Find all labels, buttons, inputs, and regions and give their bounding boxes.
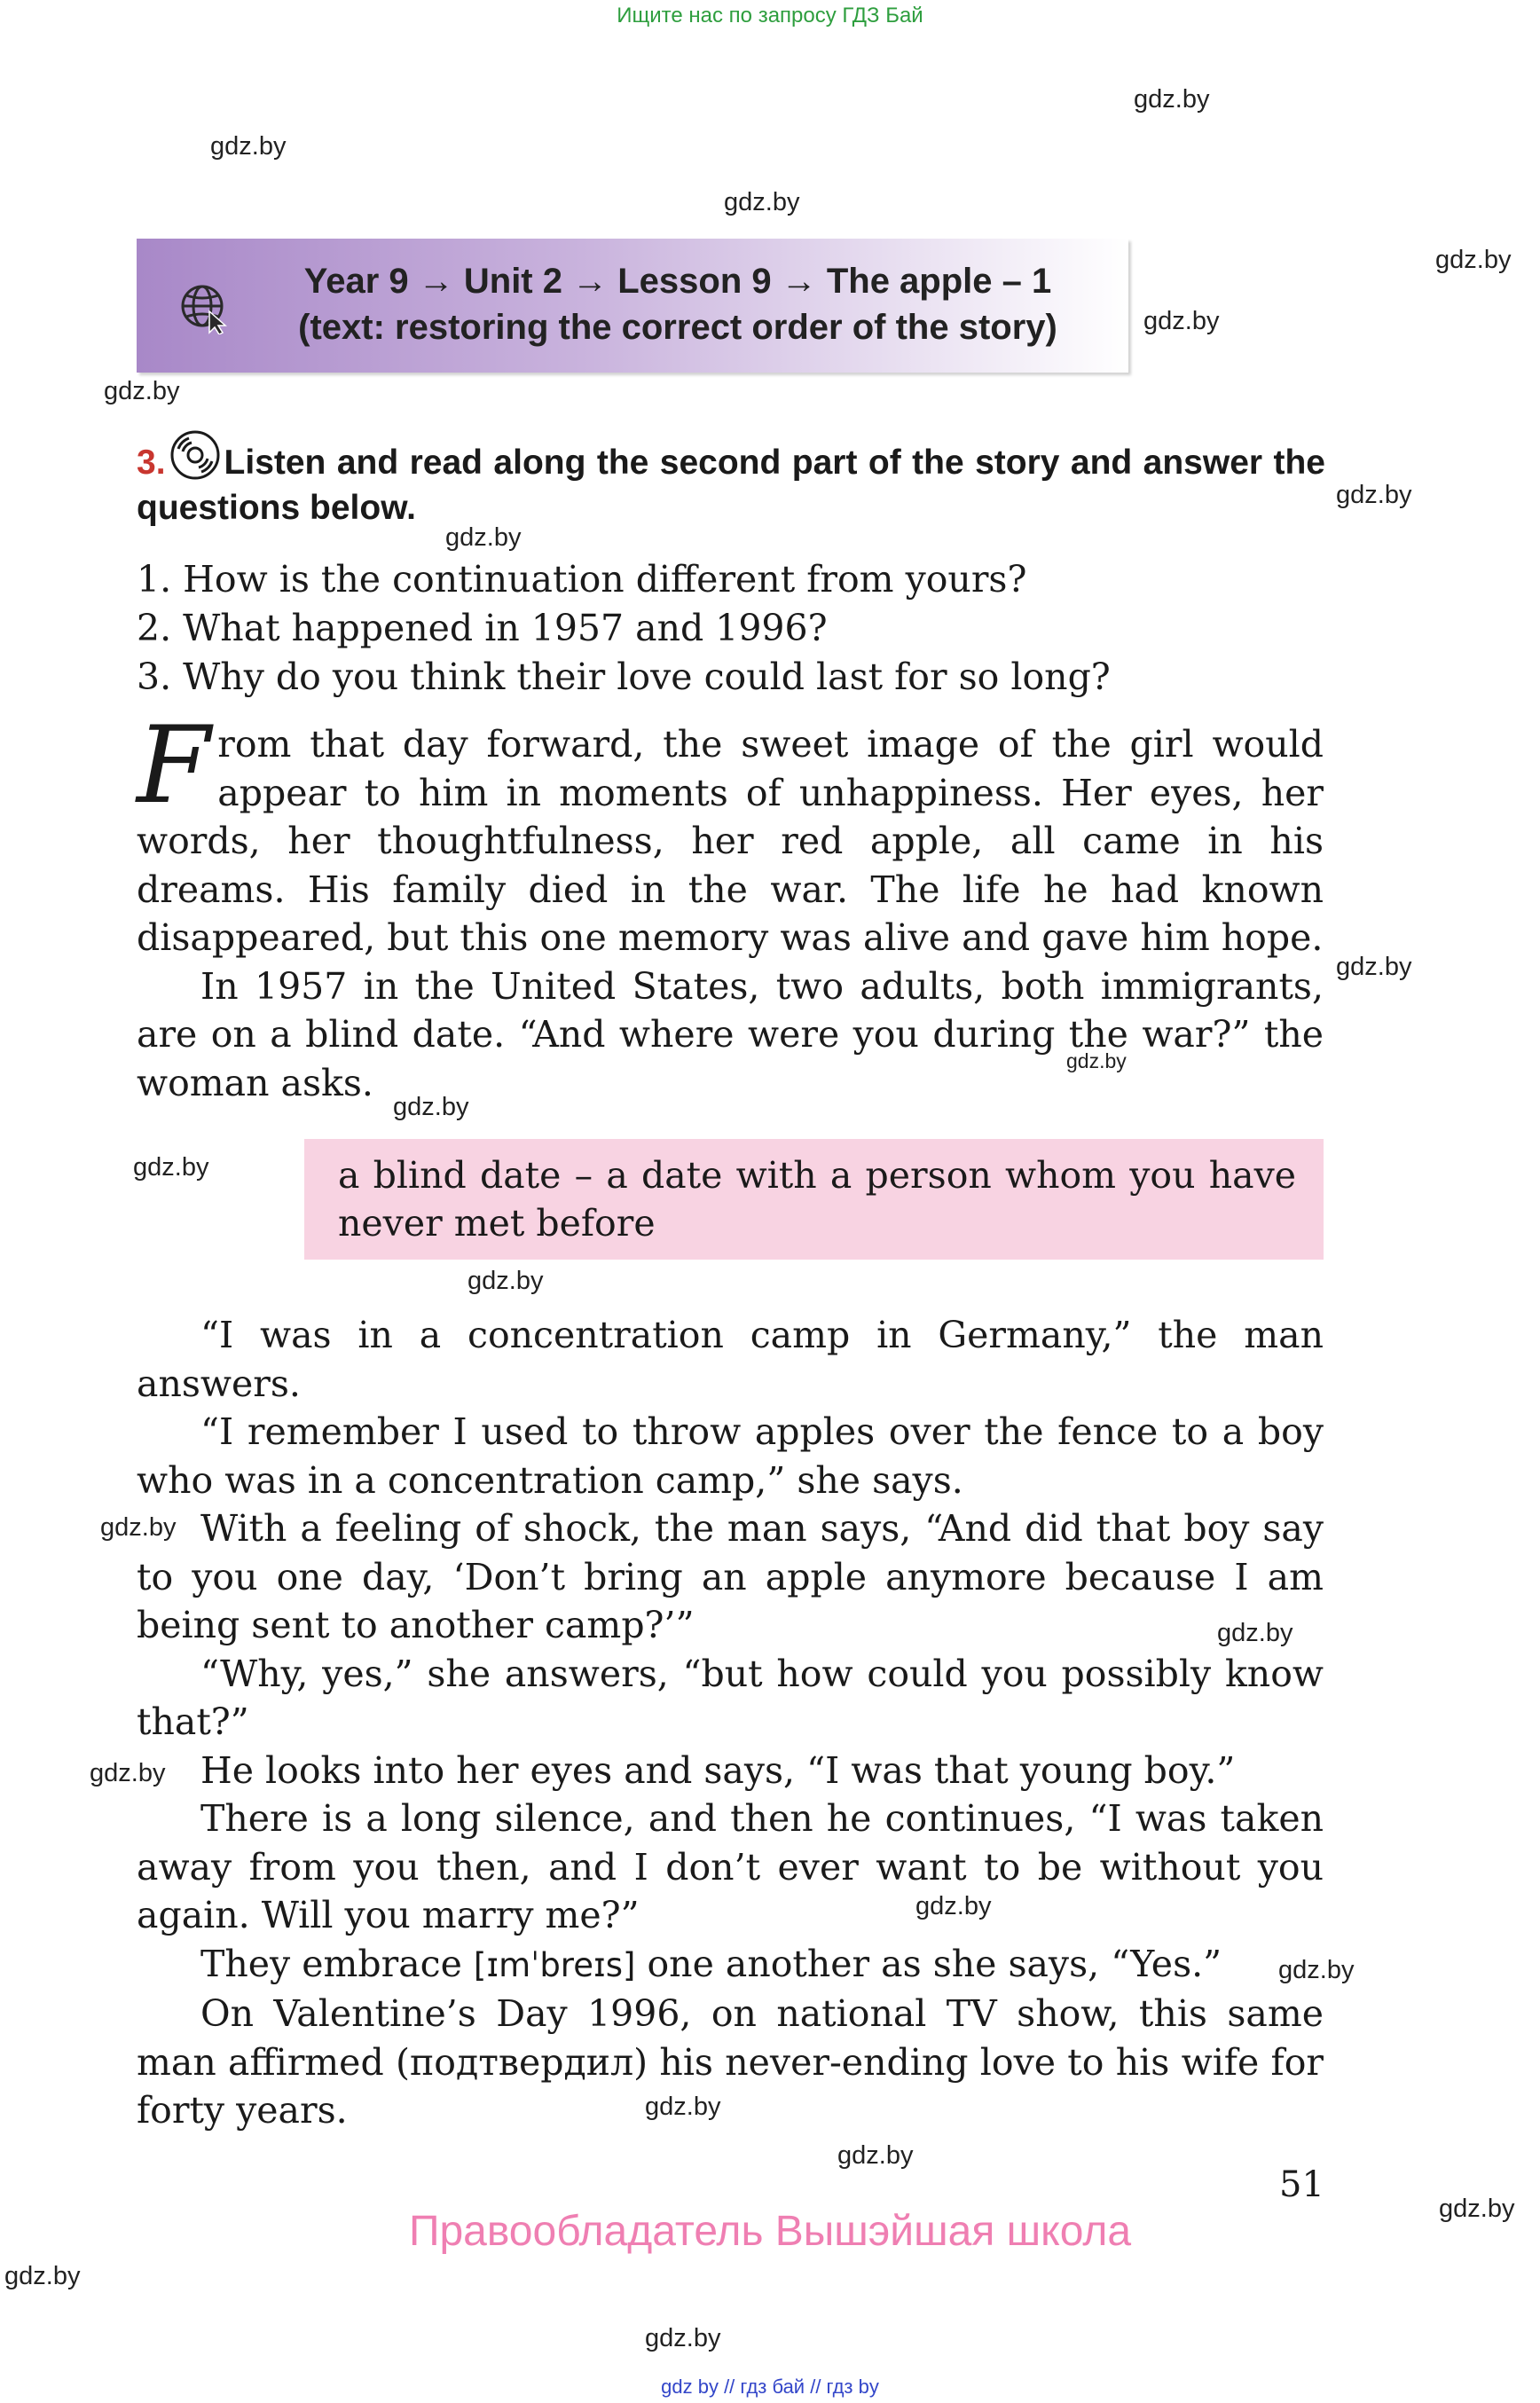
watermark: gdz.by [4, 2262, 81, 2290]
watermark: gdz.by [724, 188, 800, 216]
audio-disc-icon [169, 429, 221, 481]
glossary-text: a blind date – a date with a person whom you have never met before [338, 1154, 1296, 1245]
copyright-holder: Правообладатель Вышэйшая школа [408, 2208, 1132, 2255]
watermark: gdz.by [645, 2324, 721, 2352]
story-paragraph: With a feeling of shock, the man says, “And did that boy say to you one day, ‘Don’t bring an apple anymore because I am being sent to another camp?’” [137, 1507, 1324, 1646]
watermark: gdz.by [1134, 85, 1210, 114]
glossary-box [304, 1139, 1324, 1260]
watermark: gdz.by [133, 1153, 209, 1182]
task-instruction [137, 429, 1325, 530]
watermark: gdz.by [1439, 2195, 1515, 2223]
watermark: gdz.by [445, 523, 522, 552]
paragraph-text: one another as she says, “Yes.” [647, 1942, 1222, 1985]
story-paragraph: There is a long silence, and then he continues, “I was taken away from you then, and I don’t ever want to be without you again. Will you marry me?” [137, 1797, 1324, 1936]
top-banner: Ищите нас по запросу ГДЗ Бай [617, 4, 923, 27]
task-text: Listen and read along the second part of the story and answer the questions below. [137, 444, 1325, 527]
watermark: gdz.by [210, 132, 287, 161]
story-paragraph: “I remember I used to throw apples over the fence to a boy who was in a concentration camp,” she says. [137, 1410, 1324, 1502]
paragraph-text: rom that day forward, the sweet image of the girl would appear to him in moments of unhappiness. Her eyes, her words, her thoughtfulness, her red apple, all came in his dreams. His family died in the war. The life he had known disappeared, but this one memory was alive and gave him hope. [137, 723, 1324, 959]
lesson-title-line1: Year 9 → Unit 2 → Lesson 9 → The apple – 1 [303, 262, 1052, 301]
globe-cursor-icon [179, 283, 231, 334]
question-item: 2. What happened in 1957 and 1996? [137, 607, 828, 649]
watermark: gdz.by [1066, 1049, 1127, 1072]
story-text-continued [137, 1311, 1324, 2135]
story-paragraph: “Why, yes,” she answers, “but how could you possibly know that?” [137, 1652, 1324, 1743]
watermark: gdz.by [393, 1093, 469, 1121]
watermark: gdz.by [1336, 953, 1412, 981]
lesson-header [137, 239, 1128, 373]
questions-list [137, 555, 1111, 702]
watermark: gdz.by [1435, 246, 1512, 274]
transcription: [ɪmˈbreɪs] [473, 1945, 636, 1984]
watermark: gdz.by [100, 1513, 177, 1542]
lesson-title-line2: (text: restoring the correct order of the story) [298, 308, 1057, 347]
page-number: 51 [1279, 2164, 1324, 2205]
question-item: 3. Why do you think their love could last for so long? [137, 656, 1111, 698]
story-paragraph: In 1957 in the United States, two adults, both immigrants, are on a blind date. “And where were you during the war?” the woman asks. [137, 964, 1324, 1104]
watermark: gdz.by [90, 1759, 166, 1787]
watermark: gdz.by [645, 2093, 721, 2121]
task-number: 3. [137, 444, 166, 482]
drop-cap: F [137, 704, 211, 828]
watermark: gdz.by [915, 1892, 992, 1920]
paragraph-text: They embrace [200, 1942, 462, 1985]
watermark: gdz.by [104, 377, 180, 405]
story-paragraph [137, 704, 1324, 962]
story-paragraph [137, 1940, 1324, 1991]
question-item: 1. How is the continuation different from yours? [137, 558, 1027, 601]
story-paragraph: He looks into her eyes and says, “I was that young boy.” [200, 1748, 1236, 1792]
watermark: gdz.by [1278, 1956, 1355, 1984]
story-paragraph: On Valentine’s Day 1996, on national TV show, this same man affirmed (подтвердил) his never-ending love to his wife for forty years. [137, 1992, 1324, 2132]
watermark: gdz.by [468, 1267, 544, 1295]
story-paragraph: “I was in a concentration camp in Germany,” the man answers. [137, 1314, 1324, 1405]
lesson-title [261, 258, 1095, 350]
watermark: gdz.by [1143, 307, 1220, 335]
bottom-banner: gdz by // гдз бай // гдз by [661, 2376, 879, 2398]
watermark: gdz.by [1336, 481, 1412, 509]
watermark: gdz.by [837, 2141, 914, 2170]
watermark: gdz.by [1217, 1619, 1293, 1647]
task-text-block [137, 429, 1325, 530]
story-text [137, 704, 1324, 1107]
